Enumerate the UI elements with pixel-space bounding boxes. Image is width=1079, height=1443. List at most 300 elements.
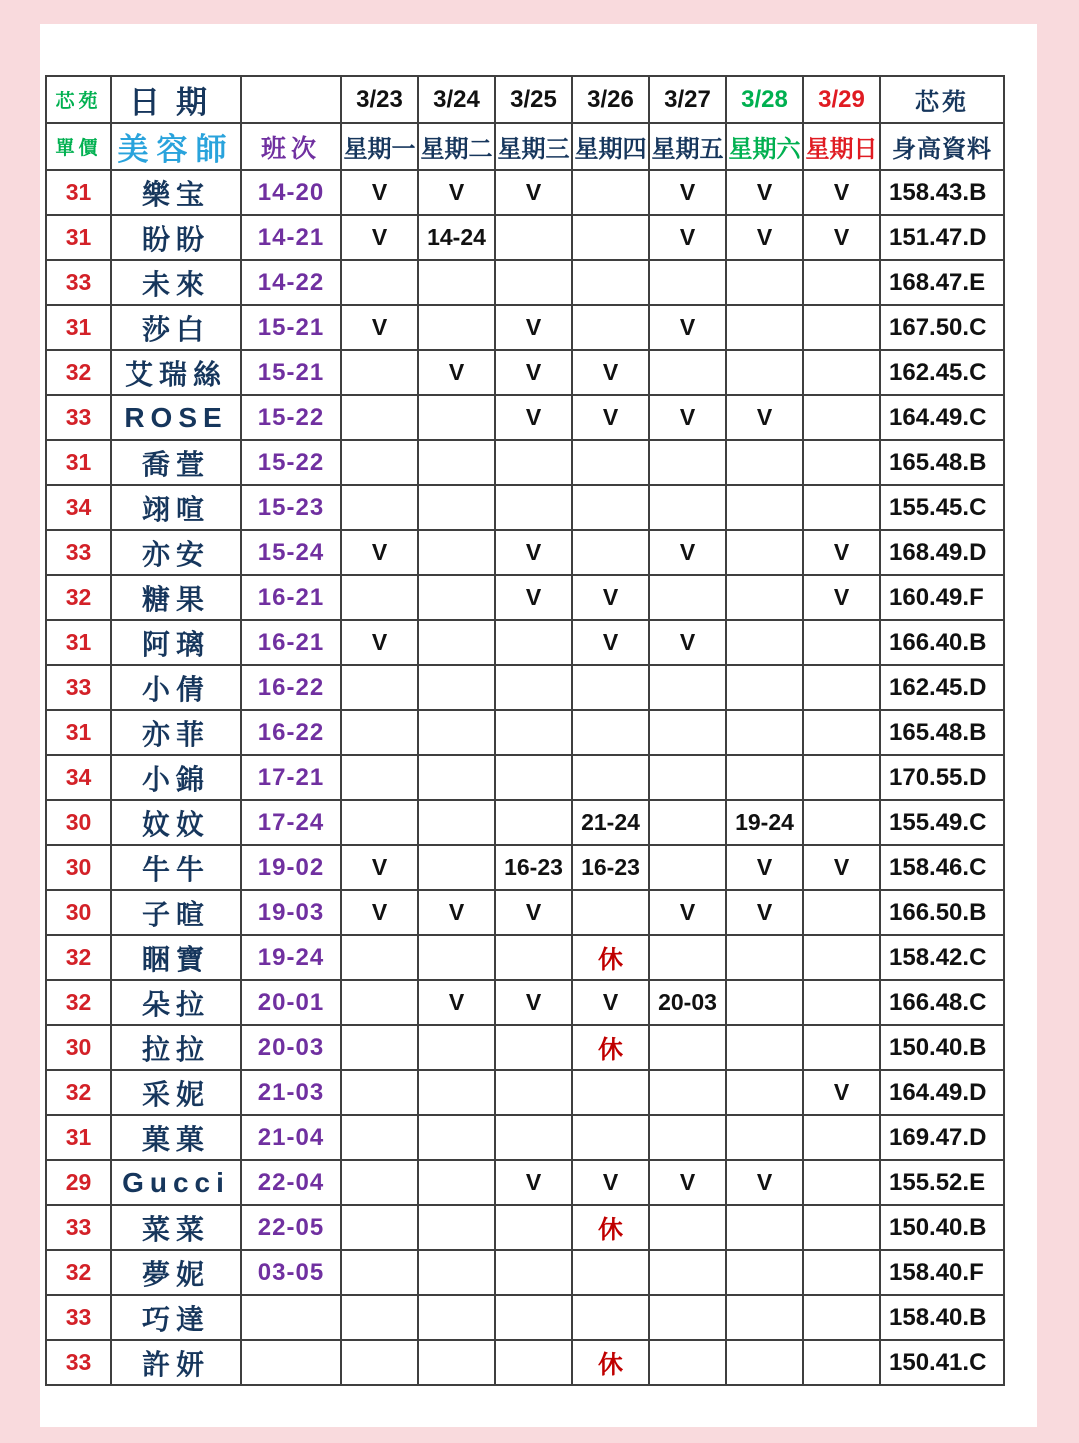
- height-data-cell: 166.40.B: [880, 620, 1004, 665]
- date-header-wed: 3/25: [495, 76, 572, 123]
- day-cell: [341, 710, 418, 755]
- height-data-cell: 162.45.C: [880, 350, 1004, 395]
- shift-cell: 21-04: [241, 1115, 341, 1160]
- staff-row: [46, 485, 1004, 530]
- shift-cell: 19-03: [241, 890, 341, 935]
- price-cell: 34: [46, 485, 111, 530]
- staff-row: [46, 620, 1004, 665]
- staff-row: [46, 1295, 1004, 1340]
- height-data-cell: 160.49.F: [880, 575, 1004, 620]
- day-cell: [649, 1070, 726, 1115]
- day-cell: [418, 935, 495, 980]
- shift-cell: 15-21: [241, 305, 341, 350]
- day-cell: [572, 170, 649, 215]
- height-data-cell: 158.40.F: [880, 1250, 1004, 1295]
- day-cell: [726, 1025, 803, 1070]
- day-cell: [418, 1115, 495, 1160]
- day-cell: V: [341, 215, 418, 260]
- beautician-name-cell: 喬萱: [111, 440, 241, 485]
- day-cell: [341, 1025, 418, 1070]
- shift-cell: 22-04: [241, 1160, 341, 1205]
- day-cell: [726, 980, 803, 1025]
- day-cell: [803, 1160, 880, 1205]
- staff-row: [46, 1115, 1004, 1160]
- price-cell: 32: [46, 935, 111, 980]
- beautician-column-label: 美容師: [111, 123, 241, 170]
- day-cell: [726, 710, 803, 755]
- shift-cell: 15-22: [241, 395, 341, 440]
- day-cell: [649, 1025, 726, 1070]
- day-cell: V: [803, 530, 880, 575]
- day-cell: [649, 935, 726, 980]
- day-cell: [495, 710, 572, 755]
- day-cell: [649, 350, 726, 395]
- day-cell: V: [803, 845, 880, 890]
- staff-row: [46, 305, 1004, 350]
- beautician-name-cell: 亦菲: [111, 710, 241, 755]
- staff-row: [46, 530, 1004, 575]
- day-cell: [726, 1295, 803, 1340]
- day-cell: [649, 260, 726, 305]
- staff-row: [46, 800, 1004, 845]
- price-cell: 33: [46, 260, 111, 305]
- day-cell: [495, 1115, 572, 1160]
- day-cell: 16-23: [572, 845, 649, 890]
- beautician-name-cell: 采妮: [111, 1070, 241, 1115]
- day-cell: [649, 800, 726, 845]
- day-cell: [418, 755, 495, 800]
- day-cell: [341, 395, 418, 440]
- height-data-cell: 167.50.C: [880, 305, 1004, 350]
- shift-cell: 21-03: [241, 1070, 341, 1115]
- day-cell: [803, 305, 880, 350]
- staff-row: [46, 395, 1004, 440]
- day-cell: V: [649, 1160, 726, 1205]
- date-header-tue: 3/24: [418, 76, 495, 123]
- day-cell: [495, 260, 572, 305]
- price-cell: 31: [46, 170, 111, 215]
- height-data-cell: 155.45.C: [880, 485, 1004, 530]
- day-cell: [803, 620, 880, 665]
- day-cell: V: [572, 575, 649, 620]
- day-cell: [726, 305, 803, 350]
- shift-cell: 15-23: [241, 485, 341, 530]
- day-cell: [803, 710, 880, 755]
- weekday-header-mon: 星期一: [341, 123, 418, 170]
- price-cell: 33: [46, 1205, 111, 1250]
- day-cell: [495, 1205, 572, 1250]
- beautician-name-cell: 樂宝: [111, 170, 241, 215]
- day-cell: [649, 1205, 726, 1250]
- day-cell: [418, 1160, 495, 1205]
- date-header-fri: 3/27: [649, 76, 726, 123]
- price-cell: 31: [46, 440, 111, 485]
- beautician-name-cell: 拉拉: [111, 1025, 241, 1070]
- weekday-header-tue: 星期二: [418, 123, 495, 170]
- price-cell: 31: [46, 215, 111, 260]
- header-row-weekdays: [46, 123, 1004, 170]
- beautician-name-cell: 艾瑞絲: [111, 350, 241, 395]
- shift-cell: 16-22: [241, 710, 341, 755]
- price-cell: 30: [46, 1025, 111, 1070]
- day-cell: [341, 1205, 418, 1250]
- staff-row: [46, 710, 1004, 755]
- day-cell: [726, 260, 803, 305]
- day-cell: V: [341, 305, 418, 350]
- staff-row: [46, 980, 1004, 1025]
- blank-header-cell: [241, 76, 341, 123]
- day-cell: [726, 1115, 803, 1160]
- beautician-name-cell: 許妍: [111, 1340, 241, 1385]
- store-name-top-left: 芯苑: [46, 76, 111, 123]
- day-cell: [649, 1115, 726, 1160]
- day-cell: V: [572, 1160, 649, 1205]
- day-cell: V: [495, 980, 572, 1025]
- price-cell: 31: [46, 1115, 111, 1160]
- day-cell: V: [649, 305, 726, 350]
- day-cell: 休: [572, 1340, 649, 1385]
- shift-cell: 15-22: [241, 440, 341, 485]
- day-cell: [495, 800, 572, 845]
- day-cell: V: [495, 890, 572, 935]
- shift-cell: 15-21: [241, 350, 341, 395]
- day-cell: V: [726, 1160, 803, 1205]
- day-cell: V: [495, 395, 572, 440]
- height-data-cell: 168.49.D: [880, 530, 1004, 575]
- price-cell: 33: [46, 665, 111, 710]
- day-cell: [341, 1295, 418, 1340]
- day-cell: [418, 710, 495, 755]
- day-cell: [495, 935, 572, 980]
- day-cell: [341, 935, 418, 980]
- day-cell: [649, 485, 726, 530]
- day-cell: V: [649, 620, 726, 665]
- day-cell: [803, 395, 880, 440]
- day-cell: [572, 1295, 649, 1340]
- shift-cell: 19-02: [241, 845, 341, 890]
- date-header-mon: 3/23: [341, 76, 418, 123]
- schedule-table: [45, 75, 1005, 1386]
- day-cell: [726, 530, 803, 575]
- day-cell: [341, 1160, 418, 1205]
- day-cell: [572, 260, 649, 305]
- day-cell: [803, 1115, 880, 1160]
- beautician-name-cell: 子暄: [111, 890, 241, 935]
- staff-row: [46, 260, 1004, 305]
- shift-cell: 03-05: [241, 1250, 341, 1295]
- height-data-cell: 155.49.C: [880, 800, 1004, 845]
- beautician-name-cell: 莎白: [111, 305, 241, 350]
- height-data-cell: 170.55.D: [880, 755, 1004, 800]
- day-cell: [726, 350, 803, 395]
- height-data-cell: 166.48.C: [880, 980, 1004, 1025]
- day-cell: [495, 215, 572, 260]
- day-cell: [495, 1025, 572, 1070]
- price-cell: 32: [46, 350, 111, 395]
- day-cell: 21-24: [572, 800, 649, 845]
- day-cell: [803, 1025, 880, 1070]
- day-cell: [495, 755, 572, 800]
- day-cell: [803, 485, 880, 530]
- day-cell: [495, 485, 572, 530]
- day-cell: [803, 440, 880, 485]
- staff-row: [46, 935, 1004, 980]
- price-cell: 29: [46, 1160, 111, 1205]
- day-cell: [495, 1340, 572, 1385]
- day-cell: [572, 665, 649, 710]
- spreadsheet-sheet: [40, 24, 1037, 1427]
- weekday-header-wed: 星期三: [495, 123, 572, 170]
- day-cell: [341, 1070, 418, 1115]
- day-cell: V: [495, 575, 572, 620]
- weekday-header-thu: 星期四: [572, 123, 649, 170]
- staff-row: [46, 575, 1004, 620]
- height-data-cell: 165.48.B: [880, 710, 1004, 755]
- price-column-label: 單價: [46, 123, 111, 170]
- beautician-name-cell: 亦安: [111, 530, 241, 575]
- height-data-cell: 155.52.E: [880, 1160, 1004, 1205]
- day-cell: [803, 1250, 880, 1295]
- staff-row: [46, 350, 1004, 395]
- day-cell: [726, 665, 803, 710]
- beautician-name-cell: 翊喧: [111, 485, 241, 530]
- date-label: 日期: [111, 76, 241, 123]
- price-cell: 33: [46, 1340, 111, 1385]
- height-data-cell: 151.47.D: [880, 215, 1004, 260]
- day-cell: [495, 620, 572, 665]
- day-cell: [341, 350, 418, 395]
- shift-cell: 14-20: [241, 170, 341, 215]
- price-cell: 32: [46, 1070, 111, 1115]
- beautician-name-cell: 糖果: [111, 575, 241, 620]
- day-cell: [341, 980, 418, 1025]
- day-cell: V: [341, 845, 418, 890]
- staff-row: [46, 1250, 1004, 1295]
- shift-cell: 19-24: [241, 935, 341, 980]
- beautician-name-cell: 小錦: [111, 755, 241, 800]
- day-cell: 20-03: [649, 980, 726, 1025]
- shift-cell: [241, 1340, 341, 1385]
- day-cell: V: [649, 890, 726, 935]
- day-cell: [341, 800, 418, 845]
- beautician-name-cell: 睏寶: [111, 935, 241, 980]
- height-data-cell: 165.48.B: [880, 440, 1004, 485]
- staff-row: [46, 440, 1004, 485]
- day-cell: V: [495, 530, 572, 575]
- beautician-name-cell: 菜菜: [111, 1205, 241, 1250]
- beautician-name-cell: 朵拉: [111, 980, 241, 1025]
- price-cell: 31: [46, 305, 111, 350]
- day-cell: [418, 575, 495, 620]
- day-cell: [649, 1250, 726, 1295]
- day-cell: V: [572, 395, 649, 440]
- beautician-name-cell: 菓菓: [111, 1115, 241, 1160]
- beautician-name-cell: ROSE: [111, 395, 241, 440]
- day-cell: [803, 800, 880, 845]
- day-cell: [726, 1205, 803, 1250]
- day-cell: [803, 1295, 880, 1340]
- beautician-name-cell: 未來: [111, 260, 241, 305]
- height-data-cell: 164.49.C: [880, 395, 1004, 440]
- day-cell: V: [649, 530, 726, 575]
- day-cell: [418, 1295, 495, 1340]
- price-cell: 31: [46, 620, 111, 665]
- day-cell: V: [726, 890, 803, 935]
- day-cell: [726, 1070, 803, 1115]
- shift-cell: 14-22: [241, 260, 341, 305]
- day-cell: [649, 755, 726, 800]
- day-cell: V: [649, 215, 726, 260]
- day-cell: [649, 1295, 726, 1340]
- day-cell: [341, 260, 418, 305]
- shift-cell: 14-21: [241, 215, 341, 260]
- day-cell: [572, 890, 649, 935]
- staff-row: [46, 1025, 1004, 1070]
- day-cell: [572, 755, 649, 800]
- price-cell: 30: [46, 800, 111, 845]
- day-cell: [495, 440, 572, 485]
- day-cell: V: [803, 170, 880, 215]
- day-cell: V: [495, 1160, 572, 1205]
- day-cell: [572, 215, 649, 260]
- shift-cell: 17-24: [241, 800, 341, 845]
- day-cell: [649, 575, 726, 620]
- day-cell: [726, 620, 803, 665]
- day-cell: [803, 980, 880, 1025]
- day-cell: [803, 1205, 880, 1250]
- shift-cell: 20-01: [241, 980, 341, 1025]
- day-cell: [495, 1295, 572, 1340]
- height-data-cell: 158.40.B: [880, 1295, 1004, 1340]
- day-cell: [726, 575, 803, 620]
- height-data-column-label: 身高資料: [880, 123, 1004, 170]
- day-cell: V: [726, 395, 803, 440]
- day-cell: [341, 485, 418, 530]
- day-cell: V: [341, 890, 418, 935]
- day-cell: V: [572, 980, 649, 1025]
- day-cell: [572, 305, 649, 350]
- shift-column-label: 班次: [241, 123, 341, 170]
- day-cell: [418, 1250, 495, 1295]
- day-cell: [418, 1340, 495, 1385]
- day-cell: V: [495, 170, 572, 215]
- staff-row: [46, 1070, 1004, 1115]
- date-header-sun: 3/29: [803, 76, 880, 123]
- day-cell: V: [418, 980, 495, 1025]
- price-cell: 33: [46, 530, 111, 575]
- shift-cell: 16-21: [241, 575, 341, 620]
- day-cell: [649, 1340, 726, 1385]
- price-cell: 32: [46, 1250, 111, 1295]
- day-cell: [572, 485, 649, 530]
- height-data-cell: 150.40.B: [880, 1205, 1004, 1250]
- height-data-cell: 168.47.E: [880, 260, 1004, 305]
- shift-cell: 20-03: [241, 1025, 341, 1070]
- price-cell: 34: [46, 755, 111, 800]
- staff-row: [46, 845, 1004, 890]
- price-cell: 31: [46, 710, 111, 755]
- day-cell: [418, 485, 495, 530]
- day-cell: V: [803, 1070, 880, 1115]
- weekday-header-fri: 星期五: [649, 123, 726, 170]
- day-cell: V: [418, 350, 495, 395]
- day-cell: [803, 755, 880, 800]
- price-cell: 30: [46, 890, 111, 935]
- weekday-header-sun: 星期日: [803, 123, 880, 170]
- day-cell: [418, 395, 495, 440]
- price-cell: 32: [46, 575, 111, 620]
- day-cell: V: [341, 620, 418, 665]
- shift-cell: 16-21: [241, 620, 341, 665]
- day-cell: [649, 710, 726, 755]
- day-cell: 14-24: [418, 215, 495, 260]
- day-cell: [418, 305, 495, 350]
- staff-row: [46, 755, 1004, 800]
- day-cell: V: [418, 170, 495, 215]
- day-cell: [726, 755, 803, 800]
- date-header-sat: 3/28: [726, 76, 803, 123]
- header-row-dates: [46, 76, 1004, 123]
- day-cell: [341, 1340, 418, 1385]
- day-cell: [726, 440, 803, 485]
- height-data-cell: 162.45.D: [880, 665, 1004, 710]
- beautician-name-cell: 巧達: [111, 1295, 241, 1340]
- day-cell: [418, 800, 495, 845]
- day-cell: [418, 260, 495, 305]
- day-cell: [803, 350, 880, 395]
- day-cell: [803, 1340, 880, 1385]
- price-cell: 32: [46, 980, 111, 1025]
- day-cell: V: [726, 170, 803, 215]
- day-cell: [726, 935, 803, 980]
- day-cell: [418, 1205, 495, 1250]
- staff-row: [46, 170, 1004, 215]
- day-cell: V: [803, 575, 880, 620]
- day-cell: [726, 1250, 803, 1295]
- height-data-cell: 169.47.D: [880, 1115, 1004, 1160]
- day-cell: V: [341, 170, 418, 215]
- height-data-cell: 158.42.C: [880, 935, 1004, 980]
- height-data-cell: 164.49.D: [880, 1070, 1004, 1115]
- day-cell: V: [726, 845, 803, 890]
- day-cell: [803, 665, 880, 710]
- beautician-name-cell: 夢妮: [111, 1250, 241, 1295]
- staff-row: [46, 665, 1004, 710]
- day-cell: V: [726, 215, 803, 260]
- beautician-name-cell: 牛牛: [111, 845, 241, 890]
- day-cell: [649, 845, 726, 890]
- day-cell: [418, 440, 495, 485]
- day-cell: [572, 1250, 649, 1295]
- beautician-name-cell: 妏妏: [111, 800, 241, 845]
- price-cell: 30: [46, 845, 111, 890]
- day-cell: V: [495, 350, 572, 395]
- day-cell: [803, 935, 880, 980]
- day-cell: V: [572, 350, 649, 395]
- day-cell: [418, 530, 495, 575]
- day-cell: [341, 1250, 418, 1295]
- day-cell: [418, 845, 495, 890]
- day-cell: 休: [572, 1025, 649, 1070]
- shift-cell: 22-05: [241, 1205, 341, 1250]
- staff-row: [46, 1340, 1004, 1385]
- height-data-cell: 166.50.B: [880, 890, 1004, 935]
- day-cell: V: [495, 305, 572, 350]
- store-name-top-right: 芯苑: [880, 76, 1004, 123]
- day-cell: [418, 1025, 495, 1070]
- height-data-cell: 158.46.C: [880, 845, 1004, 890]
- day-cell: V: [649, 170, 726, 215]
